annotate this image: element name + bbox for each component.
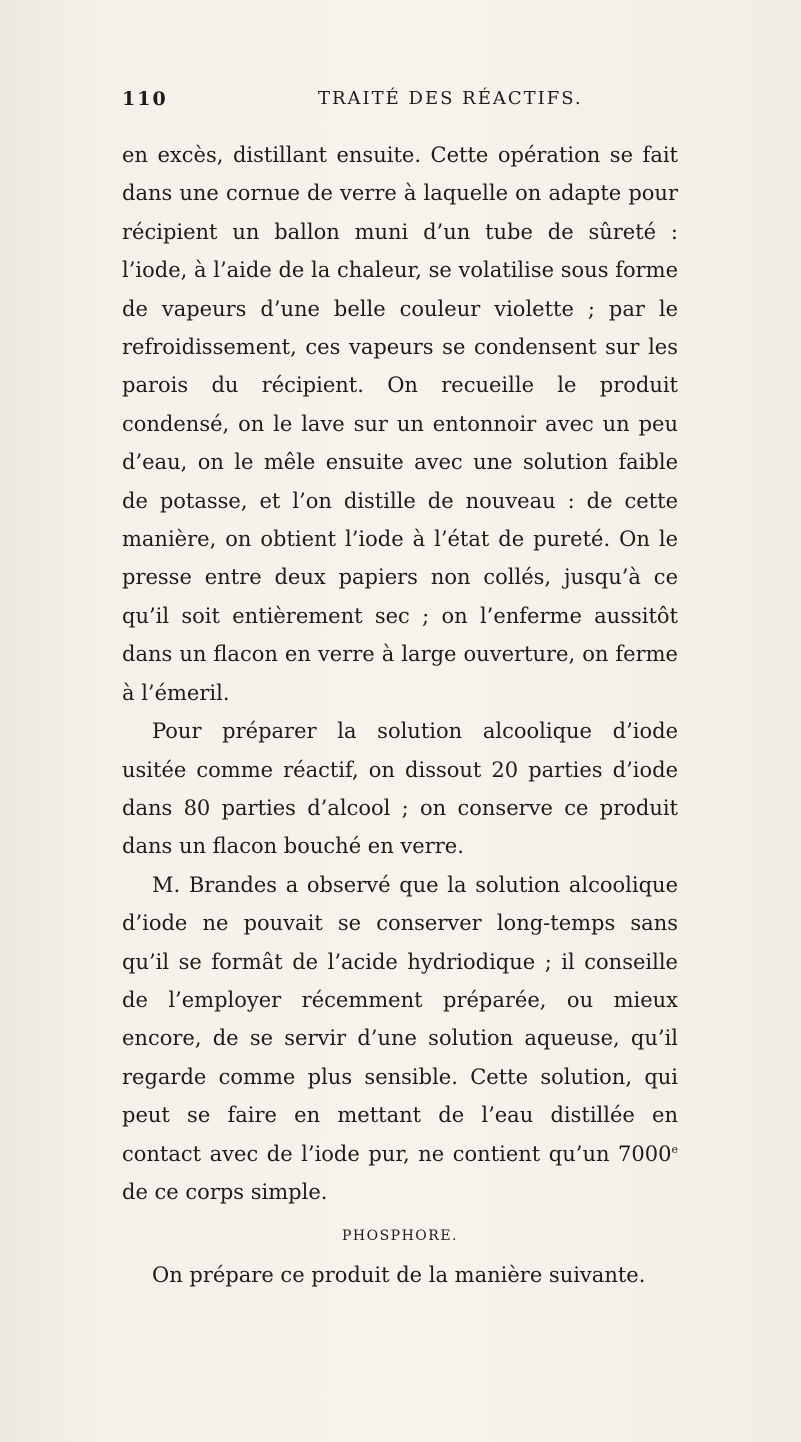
running-head (122, 88, 678, 122)
paragraph-1: en excès, distillant ensuite. Cette opération se fait dans une cornue de verre à laquelle on adapte pour récipient un ballon muni d’un tube de sûreté : l’iode, à l’aide de la chaleur, se volatilise sous forme de vapeurs d’une belle couleur violette ; par le refroidissement, ces vapeurs se condensent sur les parois du récipient. On recueille le produit condensé, on le lave sur un entonnoir avec un peu d’eau, on le mêle ensuite avec une solution faible de potasse, et l’on distille de nouveau : de cette manière, on obtient l’iode à l’état de pureté. On le presse entre deux papiers non collés, jusqu’à ce qu’il soit entièrement sec ; on l’enferme aussitôt dans un flacon en verre à large ouverture, on ferme à l’émeril. (122, 143, 678, 705)
ordinal-superscript: e (671, 1142, 678, 1156)
paragraph-3-ending: de ce corps simple. (122, 1179, 328, 1204)
paragraph-2: Pour préparer la solution alcoolique d’iode usitée comme réactif, on dissout 20 parties d’iode dans 80 parties d’alcool ; on conserve ce produit dans un flacon bouché en verre. (122, 719, 678, 859)
running-title: TRAITÉ DES RÉACTIFS. (318, 88, 583, 109)
section-heading-phosphore: PHOSPHORE. (341, 1228, 458, 1245)
paragraph-3-main-text: M. Brandes a observé que la solution alcoolique d’iode ne pouvait se conserver long-temps sans qu’il se formât de l’acide hydriodique ; il conseille de l’employer récemment préparée, ou mieux encore, de se servir d’une solution aqueuse, qu’il regarde comme plus sensible. Cette solution, qui peut se faire en mettant de l’eau distillée en contact avec de l’iode pur, ne contient qu’un 7000 (122, 872, 678, 1166)
paragraph-3 (122, 866, 678, 1212)
page-body (122, 136, 678, 1295)
paragraph-4: On prépare ce produit de la manière suivante. (152, 1263, 646, 1288)
page-number: 110 (122, 88, 168, 110)
